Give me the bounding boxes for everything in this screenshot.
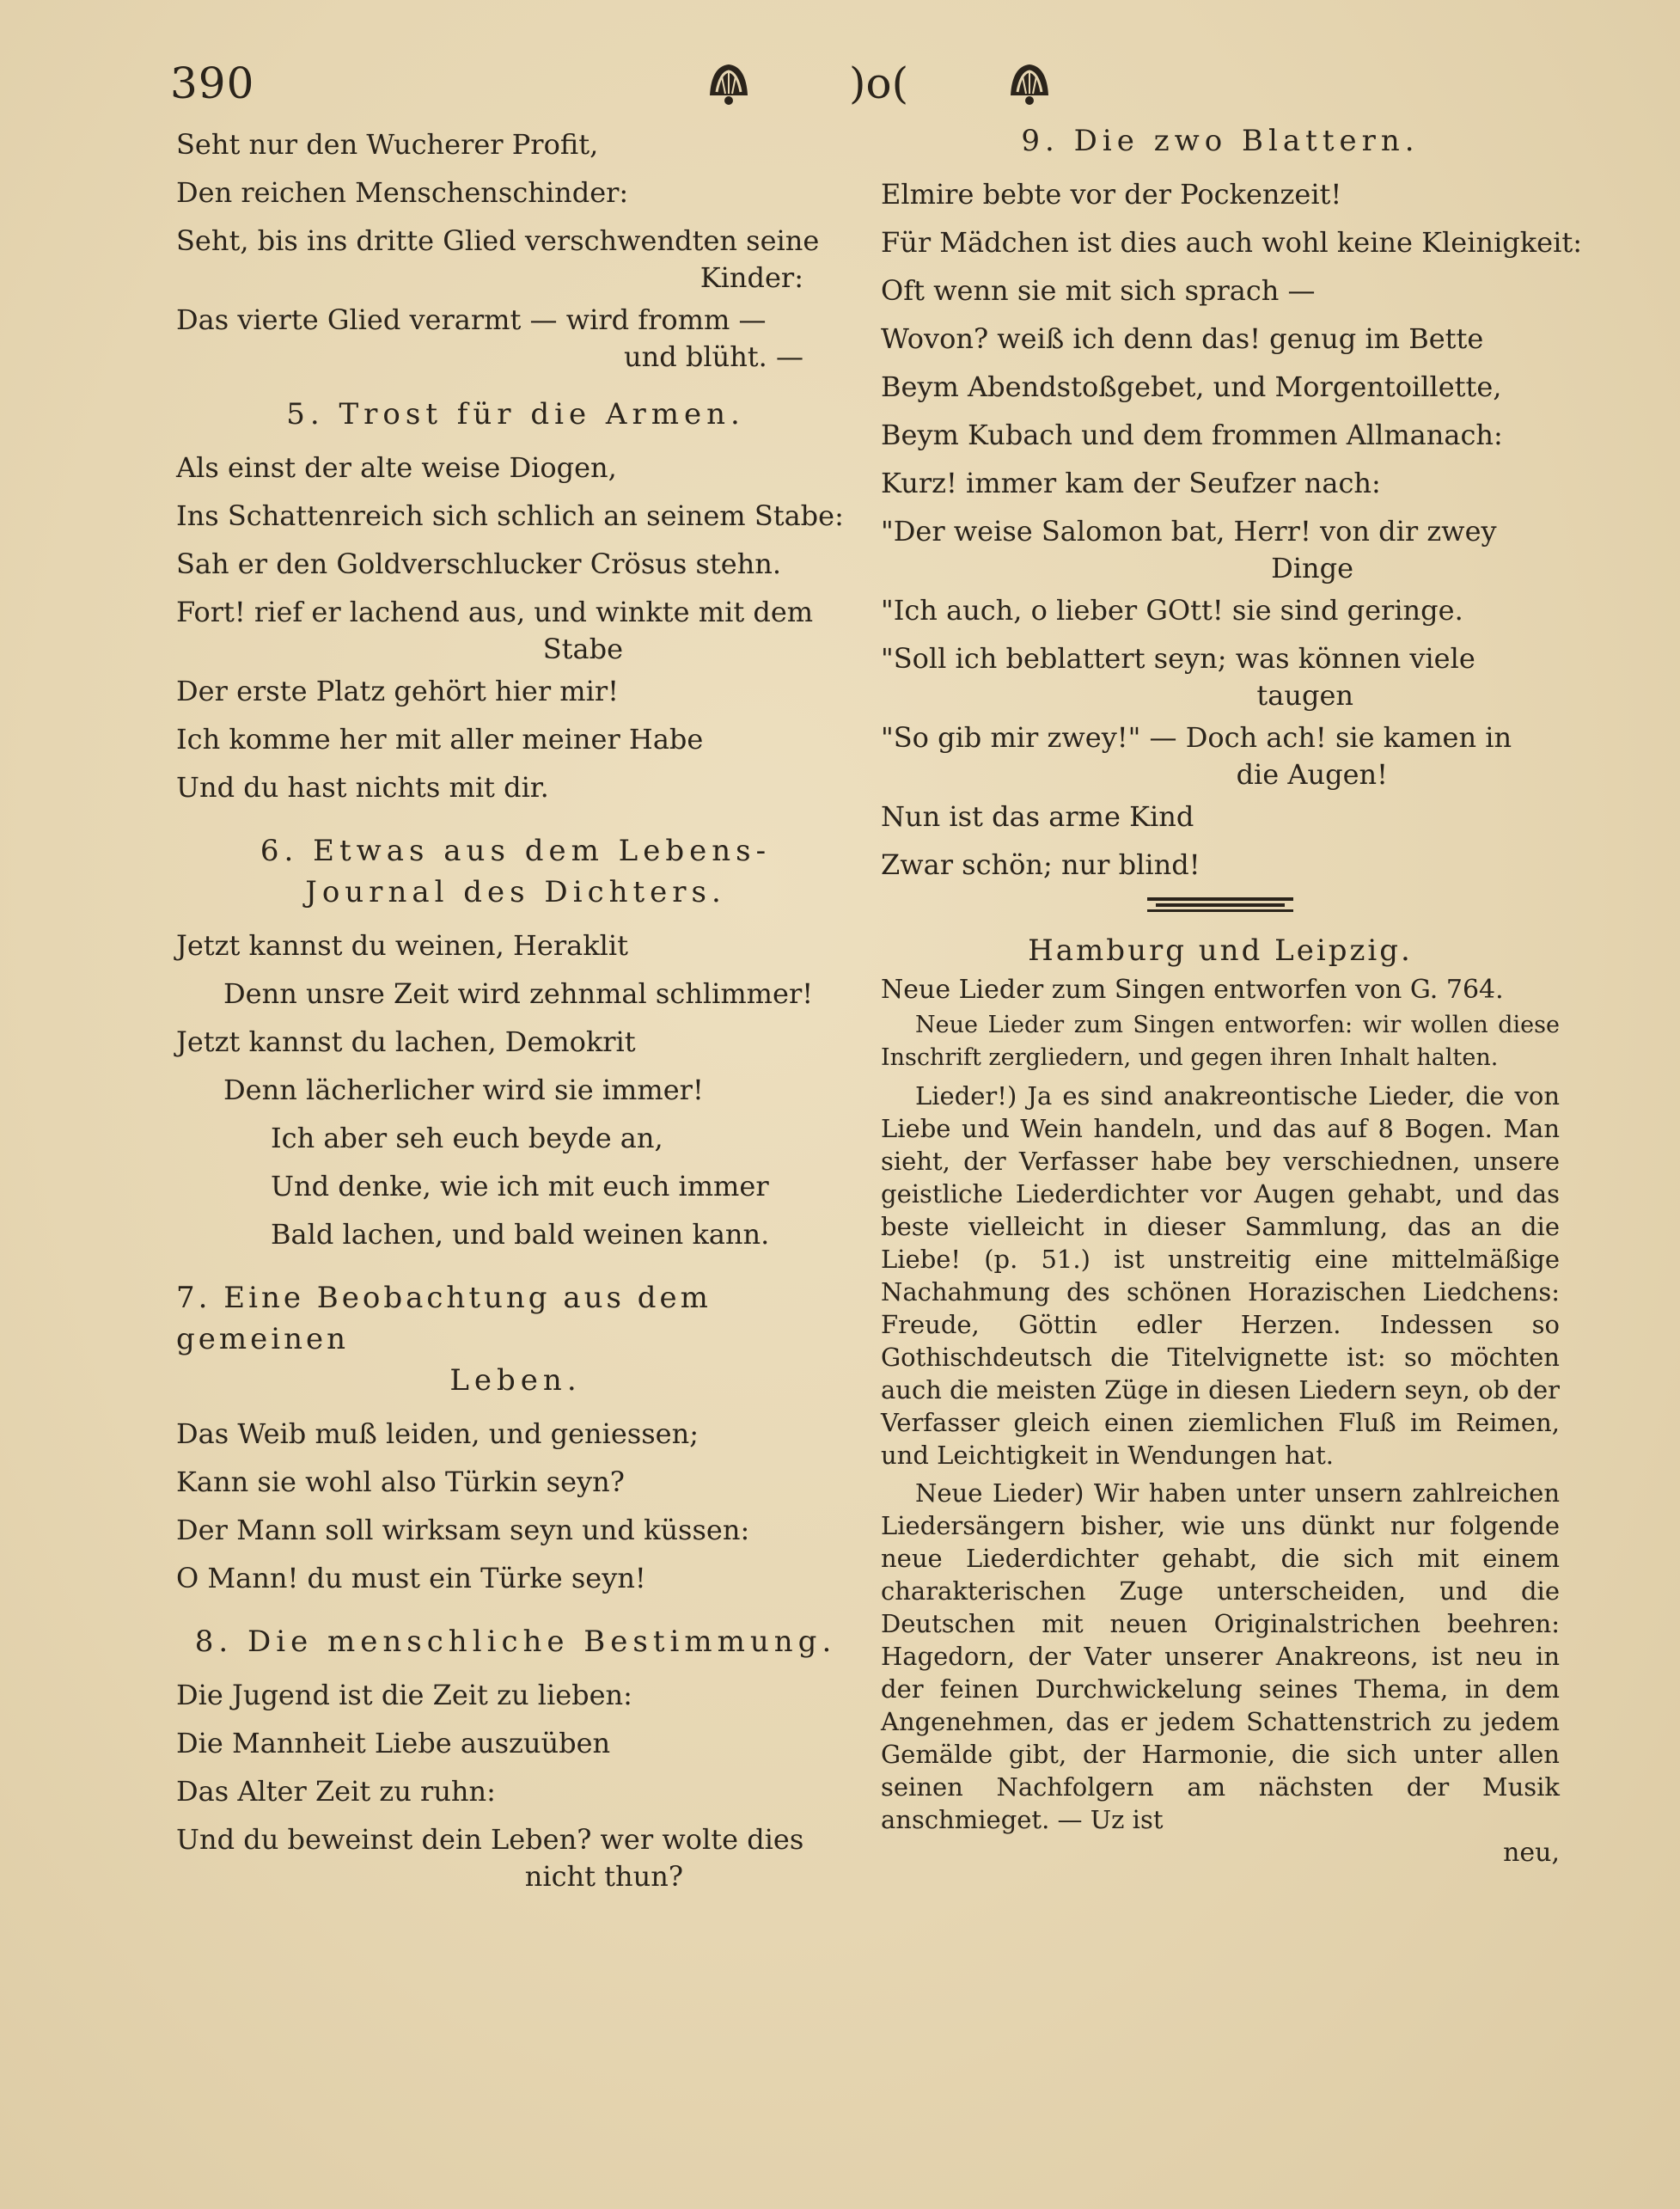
poem-9 (881, 170, 1582, 889)
poem-line: Die Jugend ist die Zeit zu lieben: (176, 1679, 632, 1711)
review-paragraph: Neue Lieder) Wir haben unter unsern zahlreichen Liedersängern bisher, wie uns dünkt nur folgende neue Liederdichter gehabt, die sich mit einem charakterischen Zuge unterscheiden, und die Deutschen mit neuen Originalstrichen beehren: Hagedorn, der Vater unserer Anakreons, ist neu in der feinen Durchwickelung seines Thema, in dem Angenehmen, das er jedem Schattenstrich zu jedem Gemälde gibt, der Harmonie, die sich unter allen seinen Nachfolgern am nächsten der Musik anschmieget. — Uz ist (881, 1478, 1560, 1834)
poem-4-continuation (176, 120, 855, 375)
header-ornament-right-icon (1004, 53, 1055, 113)
poem-line: Ich komme her mit aller meiner Habe (176, 723, 704, 756)
page-number: 390 (170, 58, 255, 108)
poem-line: Jetzt kannst du lachen, Demokrit (176, 1025, 636, 1058)
poem-line: Kurz! immer kam der Seufzer nach: (881, 467, 1381, 499)
poem-line: Als einst der alte weise Diogen, (176, 451, 617, 484)
review-title: Neue Lieder zum Singen entworfen von G. 764. (881, 975, 1504, 1005)
poem-line: Zwar schön; nur blind! (881, 848, 1200, 881)
poem-line: Ins Schattenreich sich schlich an seinem Stabe: (176, 499, 844, 532)
poem-line: "So gib mir zwey!" — Doch ach! sie kamen in (881, 721, 1512, 754)
poem-line: Ich aber seh euch beyde an, (271, 1122, 663, 1154)
poem-6 (176, 921, 855, 1258)
poem-line: Elmire bebte vor der Pockenzeit! (881, 178, 1342, 211)
poem-line: Das Alter Zeit zu ruhn: (176, 1775, 496, 1808)
poem-line: Und du beweinst dein Leben? wer wolte dies (176, 1823, 804, 1856)
poem-8-title: 8. Die menschliche Bestimmung. (194, 1625, 837, 1659)
poem-line: O Mann! du must ein Türke seyn! (176, 1562, 646, 1594)
review-place: Hamburg und Leipzig. (1028, 933, 1413, 968)
poem-7 (176, 1410, 855, 1602)
poem-line: Das vierte Glied verarmt — wird fromm — (176, 303, 767, 336)
poem-line: Und du hast nichts mit dir. (176, 771, 549, 804)
poem-line: Denn unsre Zeit wird zehnmal schlimmer! (223, 977, 814, 1010)
poem-line-continuation: nicht thun? (524, 1860, 683, 1893)
poem-line: Kann sie wohl also Türkin seyn? (176, 1466, 625, 1498)
poem-line-continuation: Kinder: (699, 261, 803, 294)
header-ornament-center: )o( (849, 58, 909, 108)
poem-line: Beym Kubach und dem frommen Allmanach: (881, 419, 1503, 451)
poem-line: Das Weib muß leiden, und geniessen; (176, 1417, 699, 1450)
poem-line: Nun ist das arme Kind (881, 800, 1194, 833)
poem-line: Die Mannheit Liebe auszuüben (176, 1727, 611, 1759)
poem-line: Beym Abendstoßgebet, und Morgentoillette, (881, 370, 1502, 403)
right-column (881, 120, 1582, 1870)
poem-line-continuation: die Augen! (1236, 758, 1388, 791)
poem-8 (176, 1671, 855, 1894)
poem-line: Seht nur den Wucherer Profit, (176, 128, 599, 161)
poem-5-title: 5. Trost für die Armen. (286, 397, 745, 431)
catchword: neu, (1503, 1838, 1560, 1868)
section-divider (1147, 894, 1293, 918)
poem-line: Sah er den Goldverschlucker Crösus stehn. (176, 548, 782, 580)
poem-line: "Der weise Salomon bat, Herr! von dir zwey (881, 515, 1497, 548)
poem-line-continuation: Stabe (542, 633, 623, 665)
poem-6-title: 6. Etwas aus dem Lebens-Journal des Dichters. (260, 834, 772, 909)
poem-line: "Ich auch, o lieber GOtt! sie sind geringe. (881, 594, 1463, 627)
poem-line: "Soll ich beblattert seyn; was können viele (881, 642, 1475, 675)
poem-line: Fort! rief er lachend aus, und winkte mit dem (176, 596, 814, 628)
poem-line: Oft wenn sie mit sich sprach — (881, 274, 1316, 307)
poem-7-title: 7. Eine Beobachtung aus dem gemeinen (176, 1281, 712, 1356)
poem-line: Wovon? weiß ich denn das! genug im Bette (881, 322, 1484, 355)
poem-line: Bald lachen, und bald weinen kann. (271, 1218, 770, 1251)
review-paragraph: Lieder!) Ja es sind anakreontische Lieder, die von Liebe und Wein handeln, und das auf 8 Bogen. Man sieht, der Verfasser habe bey verschiednen, unsere geistliche Liederdichter vor Augen gehabt, und das beste vielleicht in dieser Sammlung, das an die Liebe! (p. 51.) ist unstreitig eine mittelmäßige Nachahmung des schönen Horazischen Liedchens: Freude, Göttin edler Herzen. Indessen so Gothischdeutsch die Titelvignette ist: so möchten auch die meisten Züge in diesen Liedern seyn, ob der Verfasser gleich einen ziemlichen Fluß im Reimen, und Leichtigkeit in Wendungen hat. (881, 1081, 1560, 1470)
poem-line: Jetzt kannst du weinen, Heraklit (176, 929, 628, 962)
poem-9-title: 9. Die zwo Blattern. (1021, 124, 1420, 158)
poem-line: Der erste Platz gehört hier mir! (176, 675, 620, 707)
poem-line: Den reichen Menschenschinder: (176, 176, 629, 209)
poem-line: Und denke, wie ich mit euch immer (271, 1170, 769, 1202)
poem-5 (176, 444, 855, 811)
left-column (176, 120, 855, 1894)
poem-line-continuation: taugen (1256, 679, 1353, 712)
poem-line: Für Mädchen ist dies auch wohl keine Kleinigkeit: (881, 226, 1582, 259)
header-ornament-left-icon (703, 53, 754, 113)
poem-line-continuation: Dinge (1271, 552, 1353, 584)
poem-line: Denn lächerlicher wird sie immer! (223, 1074, 704, 1106)
poem-line-continuation: und blüht. — (623, 340, 803, 373)
poem-line: Seht, bis ins dritte Glied verschwendten seine (176, 224, 820, 257)
review-paragraph: Neue Lieder zum Singen entworfen: wir wollen diese Inschrift zergliedern, und gegen ihren Inhalt halten. (881, 1012, 1560, 1071)
poem-7-title-continuation: Leben. (449, 1363, 582, 1398)
poem-line: Der Mann soll wirksam seyn und küssen: (176, 1514, 750, 1546)
